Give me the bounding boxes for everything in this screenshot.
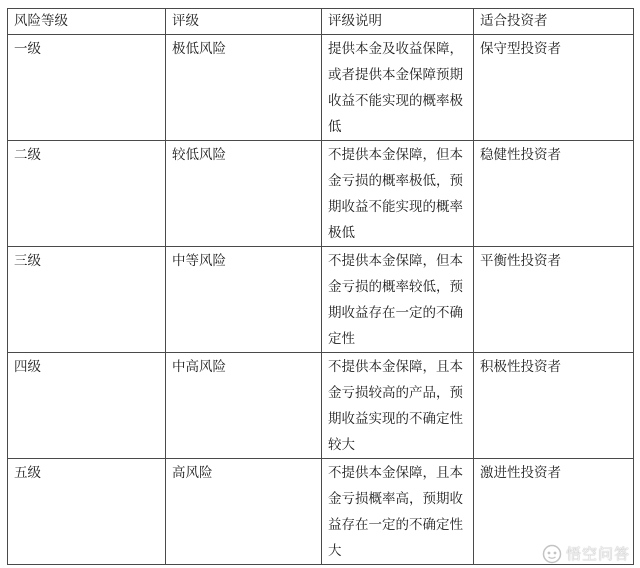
cell-rating: 极低风险 — [166, 35, 322, 141]
cell-investor: 保守型投资者 — [474, 35, 634, 141]
table-row — [8, 141, 634, 247]
header-suitable-investor: 适合投资者 — [474, 9, 634, 35]
cell-description: 不提供本金保障，但本金亏损的概率极低，预期收益不能实现的概率极低 — [322, 141, 474, 247]
cell-investor: 激进性投资者 — [474, 459, 634, 565]
watermark-text: 悟空问答 — [565, 545, 630, 563]
cell-description: 不提供本金保障，且本金亏损概率高，预期收益存在一定的不确定性大 — [322, 459, 474, 565]
table-row — [8, 247, 634, 353]
wukong-logo-icon — [542, 544, 562, 564]
cell-rating: 高风险 — [166, 459, 322, 565]
table-row — [8, 353, 634, 459]
header-rating-description: 评级说明 — [322, 9, 474, 35]
risk-level-table — [7, 8, 634, 565]
header-rating: 评级 — [166, 9, 322, 35]
cell-risk-level: 二级 — [8, 141, 166, 247]
cell-risk-level: 五级 — [8, 459, 166, 565]
cell-risk-level: 一级 — [8, 35, 166, 141]
cell-investor: 平衡性投资者 — [474, 247, 634, 353]
cell-investor: 积极性投资者 — [474, 353, 634, 459]
table-row — [8, 459, 634, 565]
cell-rating: 中高风险 — [166, 353, 322, 459]
cell-investor: 稳健性投资者 — [474, 141, 634, 247]
cell-rating: 中等风险 — [166, 247, 322, 353]
cell-risk-level: 三级 — [8, 247, 166, 353]
wukong-watermark — [542, 543, 630, 564]
table-header-row — [8, 9, 634, 35]
cell-risk-level: 四级 — [8, 353, 166, 459]
cell-description: 提供本金及收益保障，或者提供本金保障预期收益不能实现的概率极低 — [322, 35, 474, 141]
cell-description: 不提供本金保障，且本金亏损较高的产品，预期收益实现的不确定性较大 — [322, 353, 474, 459]
cell-description: 不提供本金保障，但本金亏损的概率较低，预期收益存在一定的不确定性 — [322, 247, 474, 353]
cell-rating: 较低风险 — [166, 141, 322, 247]
header-risk-level: 风险等级 — [8, 9, 166, 35]
table-row — [8, 35, 634, 141]
